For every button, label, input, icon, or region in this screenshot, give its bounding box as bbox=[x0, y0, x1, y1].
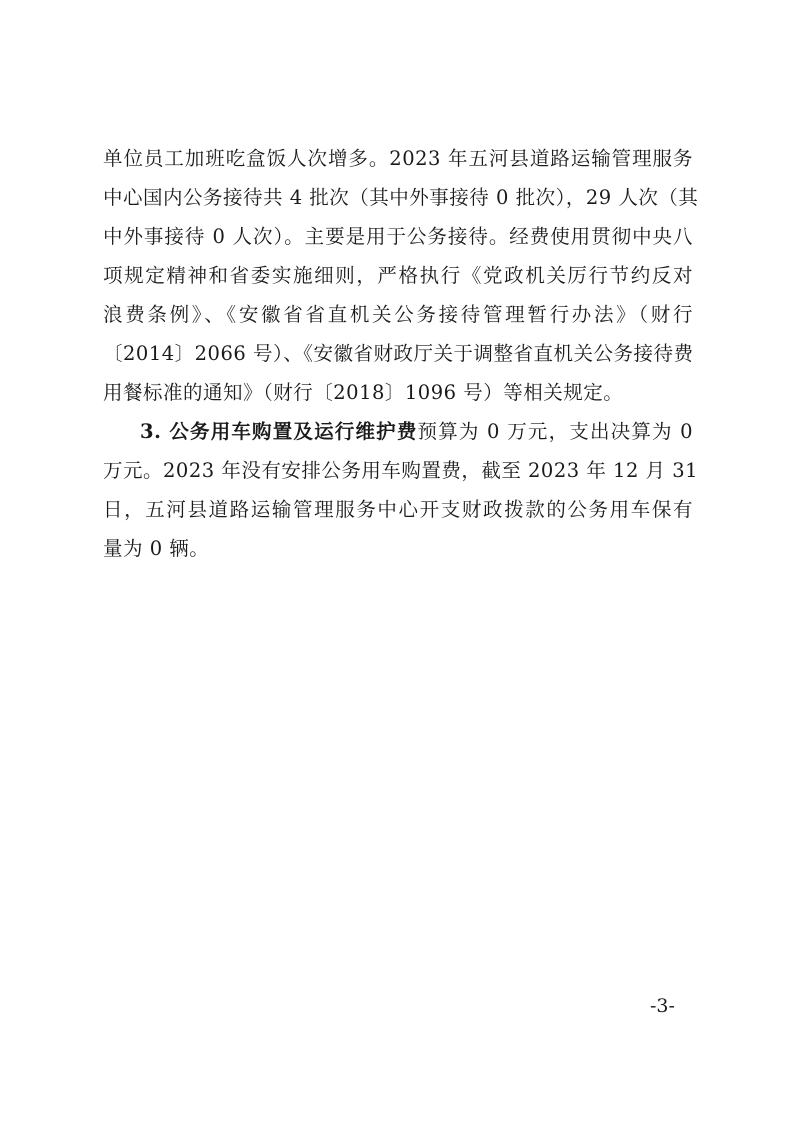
paragraph1-line-6: 〔2014〕2066 号）、《安徽省财政厅关于调整省直机关公务接待费 bbox=[103, 342, 694, 365]
paragraph2-line-3: 日，五河县道路运输管理服务中心开支财政拨款的公务用车保有 bbox=[103, 498, 693, 521]
page-number: -3- bbox=[650, 995, 675, 1017]
paragraph2-line-2: 万元。2023 年没有安排公务用车购置费，截至 2023 年 12 月 31 bbox=[103, 459, 699, 482]
paragraph1-line-1: 单位员工加班吃盒饭人次增多。2023 年五河县道路运输管理服务 bbox=[103, 147, 693, 170]
paragraph2-line-1-rest: 预算为 0 万元，支出决算为 0 bbox=[417, 420, 693, 443]
paragraph1-line-7: 用餐标准的通知》（财行〔2018〕1096 号）等相关规定。 bbox=[103, 381, 624, 404]
paragraph1-line-5: 浪费条例》、《安徽省省直机关公务接待管理暂行办法》（财行 bbox=[103, 303, 693, 326]
paragraph2-line-1 bbox=[140, 418, 693, 446]
paragraph2-heading: 3. 公务用车购置及运行维护费 bbox=[140, 420, 418, 443]
paragraph2-line-4: 量为 0 辆。 bbox=[103, 537, 210, 560]
paragraph1-line-4: 项规定精神和省委实施细则，严格执行《党政机关厉行节约反对 bbox=[103, 264, 693, 287]
paragraph1-line-2: 中心国内公务接待共 4 批次（其中外事接待 0 批次），29 人次（其 bbox=[103, 186, 699, 209]
paragraph1-line-3: 中外事接待 0 人次）。主要是用于公务接待。经费使用贯彻中央八 bbox=[103, 225, 693, 248]
